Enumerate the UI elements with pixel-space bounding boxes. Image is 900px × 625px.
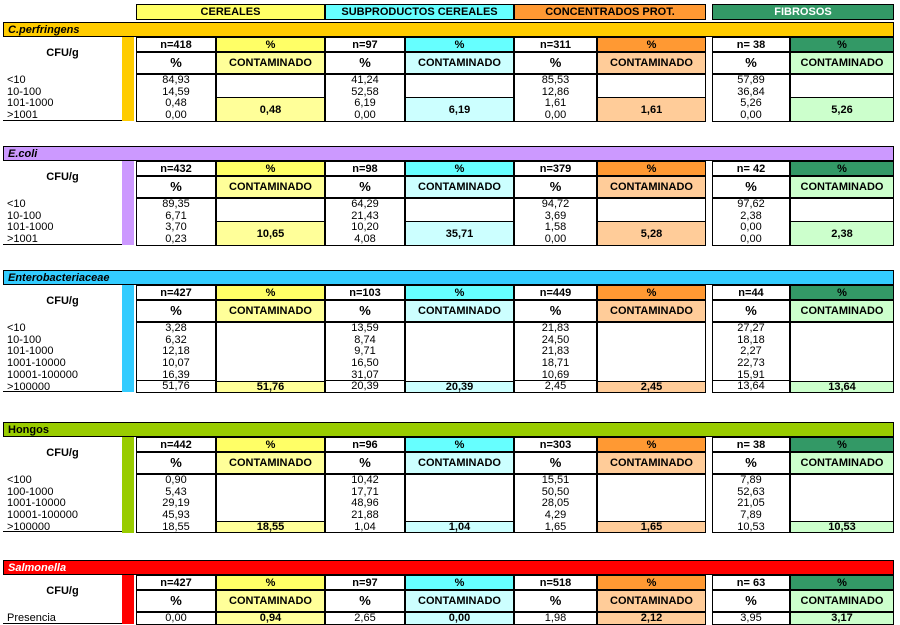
value-cell: 1,65 bbox=[514, 521, 597, 534]
value-cell: 41,24 bbox=[325, 74, 405, 87]
value-cell: 2,65 bbox=[325, 612, 405, 625]
contaminated-value: 0,94 bbox=[216, 612, 325, 625]
value-cell: 52,58 bbox=[325, 86, 405, 99]
value-cell: 0,48 bbox=[136, 97, 216, 110]
column-header-0: CEREALES bbox=[136, 4, 325, 20]
value-cell: 21,43 bbox=[325, 210, 405, 223]
value-cell: 10,42 bbox=[325, 474, 405, 487]
value-cell: 0,00 bbox=[325, 109, 405, 122]
contaminado-label: CONTAMINADO bbox=[790, 590, 894, 612]
row-label: 10001-100000 bbox=[7, 509, 78, 522]
sample-size: n= 63 bbox=[712, 575, 790, 590]
contaminado-label: CONTAMINADO bbox=[597, 176, 706, 198]
value-cell: 6,19 bbox=[325, 97, 405, 110]
value-cell: 4,29 bbox=[514, 509, 597, 522]
value-cell: 0,00 bbox=[136, 109, 216, 122]
value-cell: 3,95 bbox=[712, 612, 790, 625]
contaminated-blank bbox=[597, 474, 706, 521]
sample-size: n=418 bbox=[136, 37, 216, 52]
contaminated-value: 1,04 bbox=[405, 521, 514, 534]
row-label: <10 bbox=[7, 74, 26, 86]
value-cell: 45,93 bbox=[136, 509, 216, 522]
pct-label: % bbox=[712, 590, 790, 612]
row-label: 10001-100000 bbox=[7, 368, 78, 381]
column-header-3: FIBROSOS bbox=[712, 4, 894, 20]
row-label: 10-100 bbox=[7, 333, 42, 346]
contaminated-blank bbox=[790, 474, 894, 521]
value-cell: 24,50 bbox=[514, 334, 597, 347]
contaminated-value: 13,64 bbox=[790, 381, 894, 394]
sample-size: n=98 bbox=[325, 161, 405, 176]
value-cell: 4,08 bbox=[325, 233, 405, 246]
value-cell: 8,74 bbox=[325, 334, 405, 347]
contaminated-value: 2,38 bbox=[790, 221, 894, 245]
contaminated-value: 1,61 bbox=[597, 97, 706, 121]
contaminated-blank bbox=[216, 198, 325, 221]
section-title-3: Hongos bbox=[3, 422, 894, 437]
cfu-label-1: CFU/g bbox=[46, 171, 79, 183]
value-cell: 3,69 bbox=[514, 210, 597, 223]
pct-label: % bbox=[712, 300, 790, 322]
contaminated-blank bbox=[216, 74, 325, 97]
pct-label: % bbox=[514, 300, 597, 322]
pct-header: % bbox=[216, 285, 325, 300]
value-cell: 0,00 bbox=[514, 233, 597, 246]
pct-header: % bbox=[405, 437, 514, 452]
pct-header: % bbox=[216, 37, 325, 52]
sample-size: n=518 bbox=[514, 575, 597, 590]
value-cell: 21,88 bbox=[325, 509, 405, 522]
value-cell: 9,71 bbox=[325, 345, 405, 358]
contaminado-label: CONTAMINADO bbox=[405, 52, 514, 74]
contaminado-label: CONTAMINADO bbox=[597, 300, 706, 322]
value-cell: 3,70 bbox=[136, 221, 216, 234]
contaminated-blank bbox=[597, 74, 706, 97]
row-label: 10-100 bbox=[7, 85, 42, 98]
value-cell: 0,90 bbox=[136, 474, 216, 487]
row-label: 101-1000 bbox=[7, 345, 54, 358]
value-cell: 48,96 bbox=[325, 497, 405, 510]
value-cell: 89,35 bbox=[136, 198, 216, 211]
pct-header: % bbox=[216, 161, 325, 176]
row-label: 100-1000 bbox=[7, 485, 54, 498]
pct-header: % bbox=[597, 37, 706, 52]
value-cell: 94,72 bbox=[514, 198, 597, 211]
contaminado-label: CONTAMINADO bbox=[790, 452, 894, 474]
value-cell: 15,51 bbox=[514, 474, 597, 487]
value-cell: 50,50 bbox=[514, 486, 597, 499]
sample-size: n=97 bbox=[325, 575, 405, 590]
cfu-label-3: CFU/g bbox=[46, 447, 79, 459]
contaminated-value: 1,65 bbox=[597, 521, 706, 534]
sample-size: n=442 bbox=[136, 437, 216, 452]
contaminated-value: 35,71 bbox=[405, 221, 514, 245]
row-label: 101-1000 bbox=[7, 97, 54, 110]
sample-size: n=427 bbox=[136, 285, 216, 300]
contaminated-value: 5,26 bbox=[790, 97, 894, 121]
sample-size: n=97 bbox=[325, 37, 405, 52]
contaminated-value: 20,39 bbox=[405, 381, 514, 394]
value-cell: 13,64 bbox=[712, 381, 790, 394]
value-cell: 15,91 bbox=[712, 369, 790, 382]
contaminado-label: CONTAMINADO bbox=[216, 176, 325, 198]
value-cell: 51,76 bbox=[136, 381, 216, 394]
value-cell: 22,73 bbox=[712, 357, 790, 370]
contaminated-blank bbox=[216, 322, 325, 381]
sample-size: n=427 bbox=[136, 575, 216, 590]
row-label: <100 bbox=[7, 474, 32, 486]
contaminado-label: CONTAMINADO bbox=[216, 52, 325, 74]
pct-label: % bbox=[514, 176, 597, 198]
value-cell: 2,27 bbox=[712, 345, 790, 358]
pct-header: % bbox=[216, 437, 325, 452]
value-cell: 17,71 bbox=[325, 486, 405, 499]
column-header-2: CONCENTRADOS PROT. bbox=[514, 4, 706, 20]
value-cell: 7,89 bbox=[712, 474, 790, 487]
contaminado-label: CONTAMINADO bbox=[405, 590, 514, 612]
pct-label: % bbox=[325, 52, 405, 74]
cfu-label-2: CFU/g bbox=[46, 295, 79, 307]
section-title-1: E.coli bbox=[3, 146, 894, 161]
pct-header: % bbox=[597, 437, 706, 452]
pct-header: % bbox=[597, 161, 706, 176]
contaminated-value: 6,19 bbox=[405, 97, 514, 121]
contaminated-value: 51,76 bbox=[216, 381, 325, 394]
section-vertical-bar-0 bbox=[122, 37, 134, 121]
pct-label: % bbox=[136, 452, 216, 474]
value-cell: 3,28 bbox=[136, 322, 216, 335]
value-cell: 1,58 bbox=[514, 221, 597, 234]
section-title-4: Salmonella bbox=[3, 560, 894, 575]
contaminated-value: 2,12 bbox=[597, 612, 706, 625]
value-cell: 1,61 bbox=[514, 97, 597, 110]
value-cell: 5,43 bbox=[136, 486, 216, 499]
contaminated-value: 3,17 bbox=[790, 612, 894, 625]
value-cell: 7,89 bbox=[712, 509, 790, 522]
value-cell: 12,86 bbox=[514, 86, 597, 99]
value-cell: 57,89 bbox=[712, 74, 790, 87]
section-vertical-bar-3 bbox=[122, 437, 134, 533]
value-cell: 13,59 bbox=[325, 322, 405, 335]
pct-header: % bbox=[790, 37, 894, 52]
pct-header: % bbox=[597, 575, 706, 590]
value-cell: 12,18 bbox=[136, 345, 216, 358]
sample-size: n=44 bbox=[712, 285, 790, 300]
contaminado-label: CONTAMINADO bbox=[597, 452, 706, 474]
contaminado-label: CONTAMINADO bbox=[216, 590, 325, 612]
cfu-label-4: CFU/g bbox=[46, 585, 79, 597]
value-cell: 0,00 bbox=[514, 109, 597, 122]
contaminado-label: CONTAMINADO bbox=[216, 452, 325, 474]
row-label: >100000 bbox=[3, 381, 122, 393]
contaminated-blank bbox=[405, 474, 514, 521]
contaminated-value: 0,00 bbox=[405, 612, 514, 625]
contaminated-value: 10,65 bbox=[216, 221, 325, 245]
value-cell: 0,00 bbox=[712, 109, 790, 122]
value-cell: 27,27 bbox=[712, 322, 790, 335]
row-label: Presencia bbox=[3, 612, 122, 624]
sample-size: n=96 bbox=[325, 437, 405, 452]
contaminado-label: CONTAMINADO bbox=[597, 590, 706, 612]
pct-header: % bbox=[405, 285, 514, 300]
value-cell: 16,39 bbox=[136, 369, 216, 382]
value-cell: 0,00 bbox=[136, 612, 216, 625]
value-cell: 20,39 bbox=[325, 381, 405, 394]
pct-label: % bbox=[514, 590, 597, 612]
value-cell: 21,83 bbox=[514, 322, 597, 335]
value-cell: 36,84 bbox=[712, 86, 790, 99]
pct-label: % bbox=[136, 52, 216, 74]
contaminado-label: CONTAMINADO bbox=[790, 176, 894, 198]
sample-size: n=103 bbox=[325, 285, 405, 300]
sample-size: n=303 bbox=[514, 437, 597, 452]
row-label: <10 bbox=[7, 322, 26, 334]
value-cell: 2,45 bbox=[514, 381, 597, 394]
sample-size: n= 38 bbox=[712, 37, 790, 52]
contaminated-blank bbox=[597, 198, 706, 221]
pct-header: % bbox=[790, 575, 894, 590]
pct-label: % bbox=[514, 452, 597, 474]
pct-label: % bbox=[712, 176, 790, 198]
pct-label: % bbox=[136, 590, 216, 612]
value-cell: 28,05 bbox=[514, 497, 597, 510]
contaminado-label: CONTAMINADO bbox=[405, 176, 514, 198]
contaminated-blank bbox=[790, 198, 894, 221]
pct-header: % bbox=[216, 575, 325, 590]
value-cell: 10,53 bbox=[712, 521, 790, 534]
pct-header: % bbox=[790, 285, 894, 300]
row-label: >100000 bbox=[3, 521, 122, 533]
value-cell: 18,71 bbox=[514, 357, 597, 370]
value-cell: 85,53 bbox=[514, 74, 597, 87]
section-vertical-bar-4 bbox=[122, 575, 134, 624]
sample-size: n=311 bbox=[514, 37, 597, 52]
value-cell: 10,07 bbox=[136, 357, 216, 370]
sample-size: n=432 bbox=[136, 161, 216, 176]
contaminado-label: CONTAMINADO bbox=[405, 452, 514, 474]
section-vertical-bar-1 bbox=[122, 161, 134, 245]
contaminado-label: CONTAMINADO bbox=[790, 52, 894, 74]
pct-header: % bbox=[597, 285, 706, 300]
value-cell: 2,38 bbox=[712, 210, 790, 223]
column-header-1: SUBPRODUCTOS CEREALES bbox=[325, 4, 514, 20]
cfu-label-0: CFU/g bbox=[46, 47, 79, 59]
value-cell: 97,62 bbox=[712, 198, 790, 211]
contaminado-label: CONTAMINADO bbox=[405, 300, 514, 322]
contaminated-blank bbox=[405, 74, 514, 97]
value-cell: 21,83 bbox=[514, 345, 597, 358]
value-cell: 0,00 bbox=[712, 221, 790, 234]
value-cell: 14,59 bbox=[136, 86, 216, 99]
value-cell: 16,50 bbox=[325, 357, 405, 370]
row-label: <10 bbox=[7, 198, 26, 210]
sample-size: n=449 bbox=[514, 285, 597, 300]
sample-size: n= 38 bbox=[712, 437, 790, 452]
pct-label: % bbox=[136, 300, 216, 322]
value-cell: 0,23 bbox=[136, 233, 216, 246]
value-cell: 31,07 bbox=[325, 369, 405, 382]
pct-label: % bbox=[712, 452, 790, 474]
value-cell: 18,18 bbox=[712, 334, 790, 347]
pct-header: % bbox=[405, 161, 514, 176]
value-cell: 1,98 bbox=[514, 612, 597, 625]
contaminated-value: 18,55 bbox=[216, 521, 325, 534]
sample-size: n=379 bbox=[514, 161, 597, 176]
contaminated-value: 5,28 bbox=[597, 221, 706, 245]
value-cell: 29,19 bbox=[136, 497, 216, 510]
section-vertical-bar-2 bbox=[122, 285, 134, 392]
pct-label: % bbox=[136, 176, 216, 198]
contaminated-blank bbox=[790, 74, 894, 97]
row-label: 10-100 bbox=[7, 209, 42, 222]
pct-header: % bbox=[790, 437, 894, 452]
value-cell: 6,71 bbox=[136, 210, 216, 223]
contaminated-value: 0,48 bbox=[216, 97, 325, 121]
contaminated-blank bbox=[405, 322, 514, 381]
value-cell: 64,29 bbox=[325, 198, 405, 211]
value-cell: 10,20 bbox=[325, 221, 405, 234]
pct-header: % bbox=[790, 161, 894, 176]
value-cell: 10,69 bbox=[514, 369, 597, 382]
contaminated-value: 2,45 bbox=[597, 381, 706, 394]
pct-label: % bbox=[325, 590, 405, 612]
row-label: >1001 bbox=[3, 233, 122, 245]
pct-label: % bbox=[325, 300, 405, 322]
contaminated-blank bbox=[216, 474, 325, 521]
pct-label: % bbox=[325, 176, 405, 198]
pct-header: % bbox=[405, 575, 514, 590]
pct-label: % bbox=[712, 52, 790, 74]
pct-label: % bbox=[325, 452, 405, 474]
row-label: >1001 bbox=[3, 109, 122, 121]
contaminated-blank bbox=[405, 198, 514, 221]
pct-header: % bbox=[405, 37, 514, 52]
row-label: 1001-10000 bbox=[7, 357, 66, 370]
value-cell: 5,26 bbox=[712, 97, 790, 110]
value-cell: 6,32 bbox=[136, 334, 216, 347]
contaminated-value: 10,53 bbox=[790, 521, 894, 534]
value-cell: 52,63 bbox=[712, 486, 790, 499]
contaminated-blank bbox=[597, 322, 706, 381]
row-label: 1001-10000 bbox=[7, 497, 66, 510]
pct-label: % bbox=[514, 52, 597, 74]
contaminado-label: CONTAMINADO bbox=[790, 300, 894, 322]
value-cell: 1,04 bbox=[325, 521, 405, 534]
value-cell: 18,55 bbox=[136, 521, 216, 534]
value-cell: 84,93 bbox=[136, 74, 216, 87]
section-title-0: C.perfringens bbox=[3, 22, 894, 37]
contaminado-label: CONTAMINADO bbox=[597, 52, 706, 74]
value-cell: 21,05 bbox=[712, 497, 790, 510]
value-cell: 0,00 bbox=[712, 233, 790, 246]
contaminado-label: CONTAMINADO bbox=[216, 300, 325, 322]
section-title-2: Enterobacteriaceae bbox=[3, 270, 894, 285]
contaminated-blank bbox=[790, 322, 894, 381]
row-label: 101-1000 bbox=[7, 221, 54, 234]
sample-size: n= 42 bbox=[712, 161, 790, 176]
